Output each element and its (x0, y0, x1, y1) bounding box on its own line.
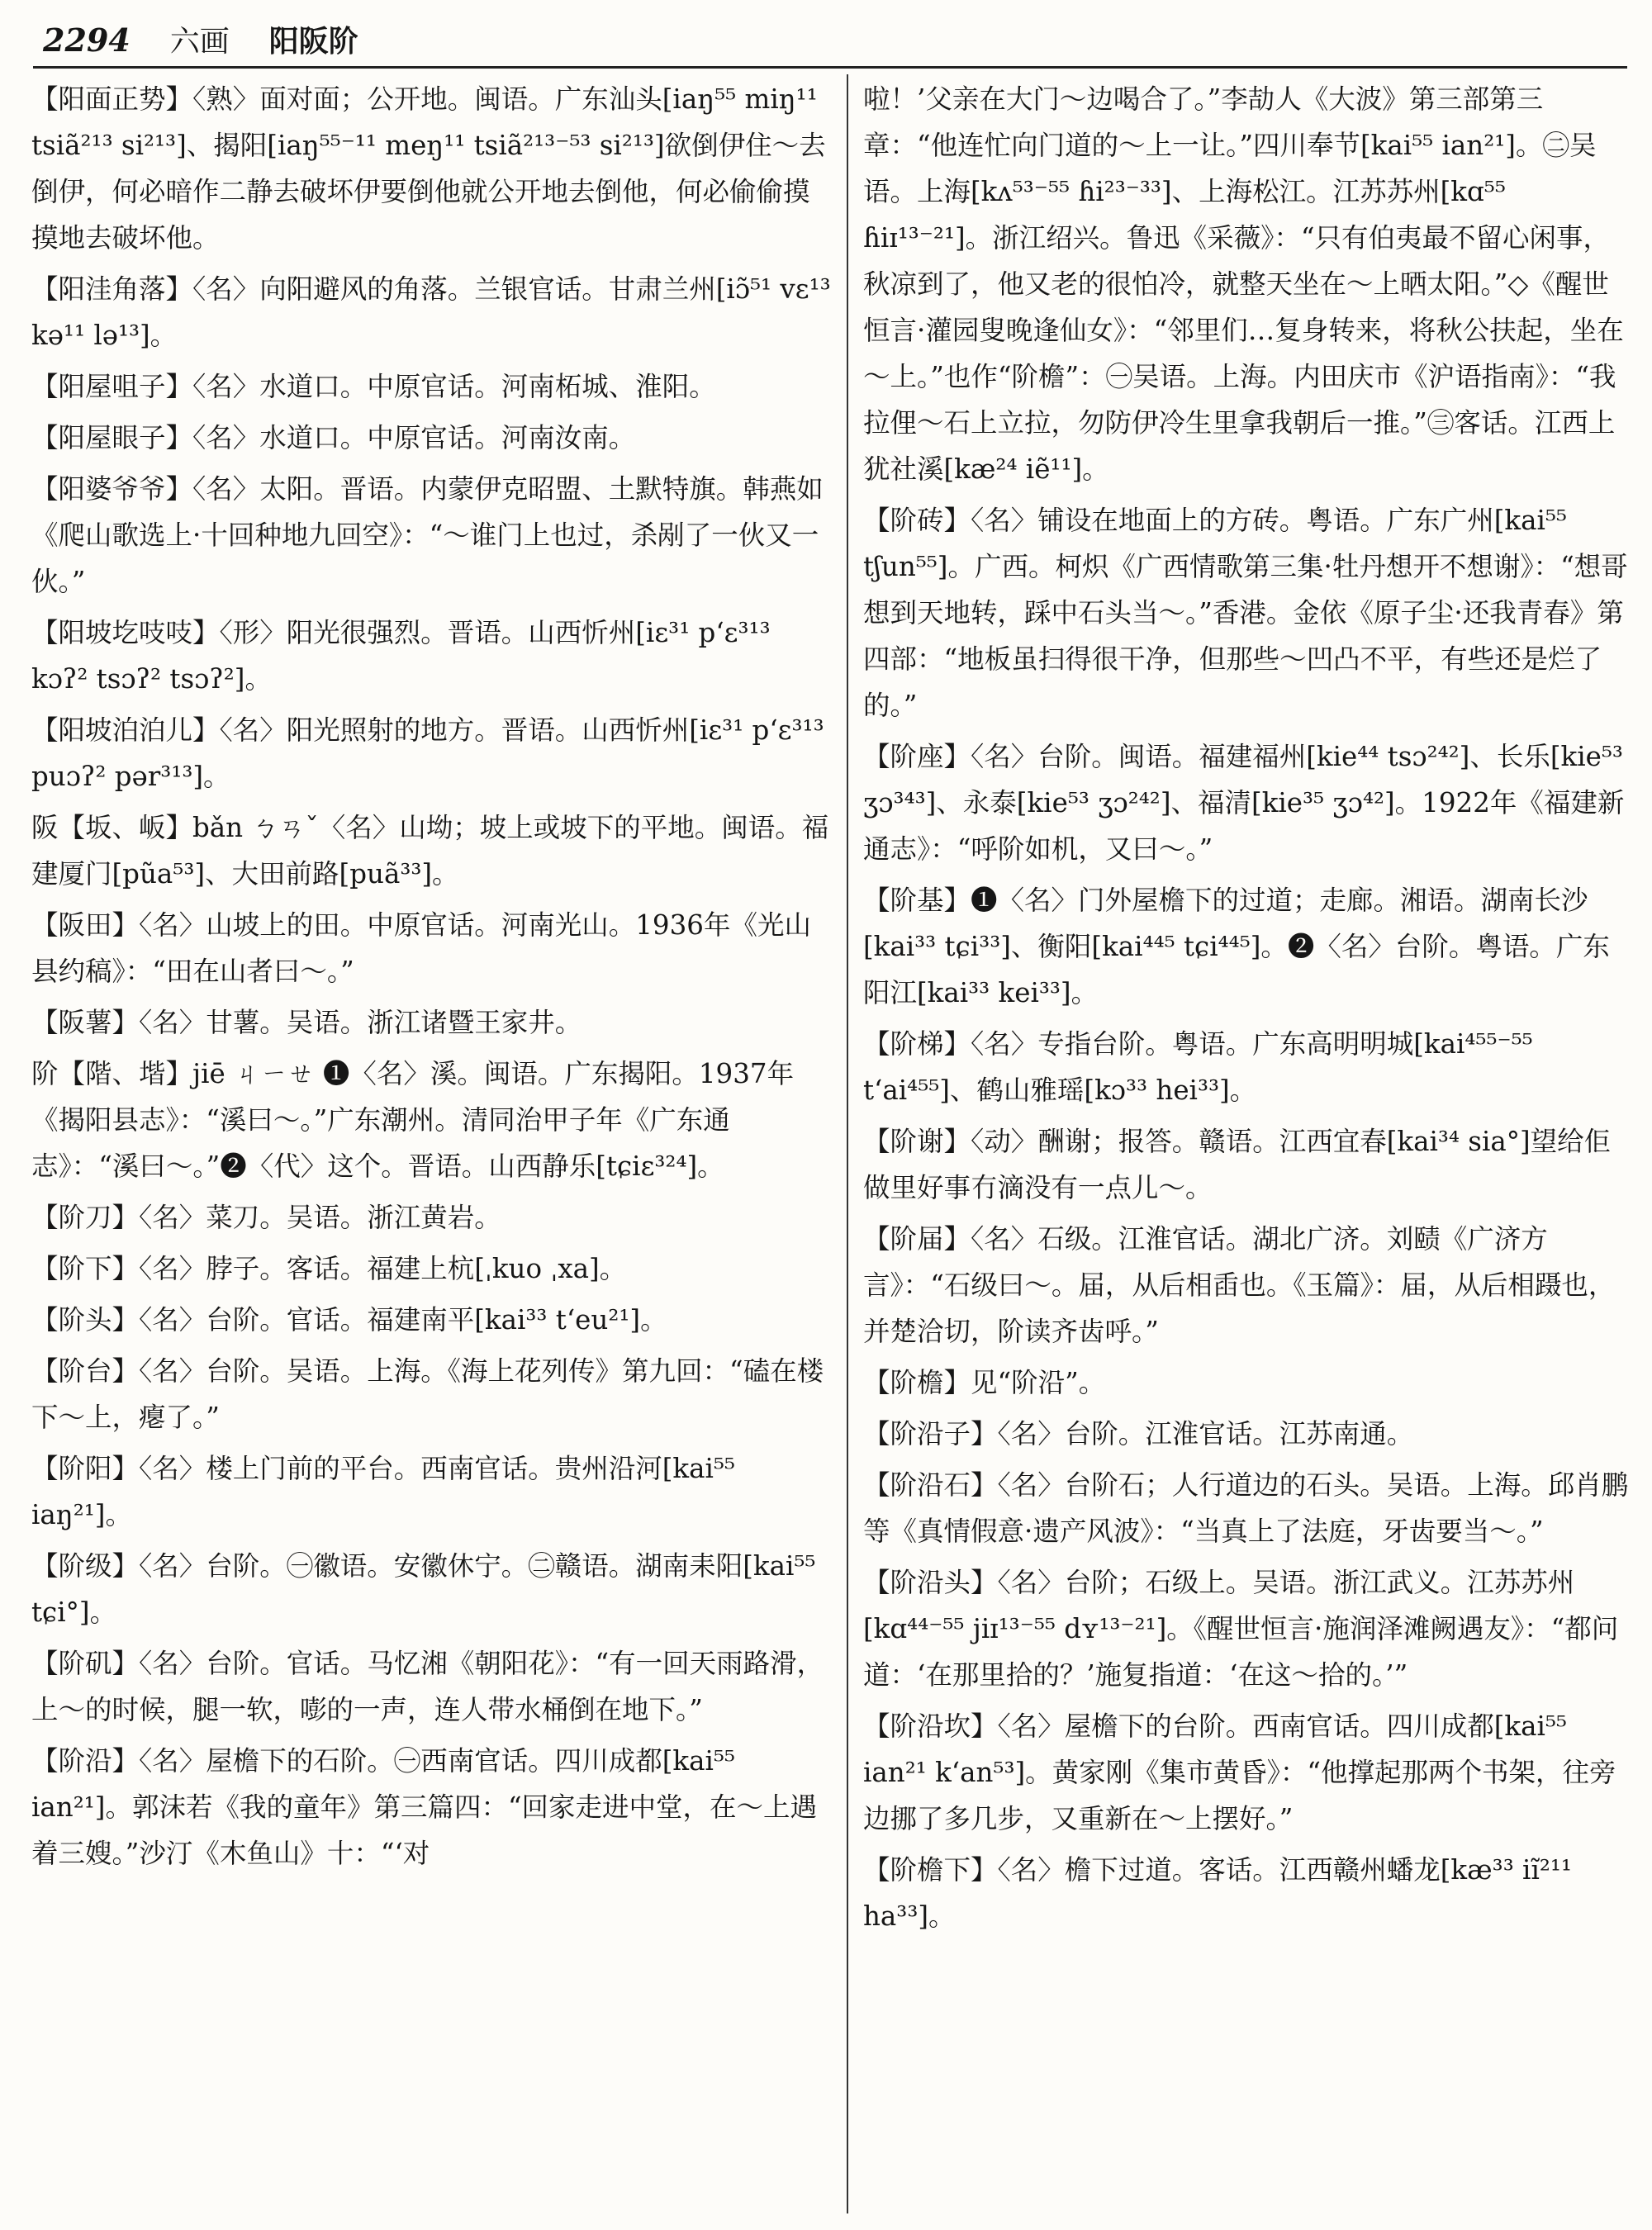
entry: 【阪田】〈名〉山坡上的田。中原官话。河南光山。1936年《光山县约稿》：“田在山者曰～。” (31, 909, 811, 987)
entry-headword-ban: 阪【坂、岅】bǎn ㄅㄢˇ〈名〉山坳；坡上或坡下的平地。闽语。福建厦门[pũa⁵³]、大田前路[puã³³]。 (31, 812, 829, 890)
entry: 【阶矶】〈名〉台阶。官话。马忆湘《朝阳花》：“有一回天雨路滑，上～的时候，腿一软，嘭的一声，连人带水桶倒在地下。” (31, 1648, 824, 1725)
entry: 【阶座】〈名〉台阶。闽语。福建福州[kie⁴⁴ tsɔ²⁴²]、长乐[kie⁵³ ʒɔ³⁴³]、永泰[kie⁵³ ʒɔ²⁴²]、福清[kie³⁵ ʒɔ⁴²]。1922年《福建新通志》：“呼阶如机，又曰～。” (863, 741, 1625, 865)
head-words: 阳阪阶 (268, 24, 358, 59)
entry: 【阶沿子】〈名〉台阶。江淮官话。江苏南通。 (863, 1418, 1414, 1450)
entry: 【阶下】〈名〉脖子。客话。福建上杭[ˌkuo ˌxa]。 (31, 1253, 627, 1284)
entry: 【阶头】〈名〉台阶。官话。福建南平[kai³³ t‘eu²¹]。 (31, 1304, 667, 1336)
entry: 【阳屋咀子】〈名〉水道口。中原官话。河南柘城、淮阳。 (31, 371, 716, 402)
page-header (43, 18, 1629, 68)
entry: 【阶沿坎】〈名〉屋檐下的台阶。西南官话。四川成都[kai⁵⁵ ian²¹ k‘an⁵³]。黄家刚《集市黄昏》：“他撑起那两个书架，往旁边挪了多几步，又重新在～上摆好。” (863, 1710, 1616, 1834)
column-divider (847, 74, 848, 2213)
entry: 【阶沿头】〈名〉台阶；石级上。吴语。浙江武义。江苏苏州[kɑ⁴⁴⁻⁵⁵ jiɪ¹³⁻⁵⁵ dʏ¹³⁻²¹]。《醒世恒言·施润泽滩阙遇友》：“都问道：‘在那里拾的？’施复指道：‘在这～拾的。’” (863, 1567, 1619, 1691)
entry-continued: 啦！’父亲在大门～边喝合了。”李劼人《大波》第三部第三章：“他连忙向门道的～上一让。”四川奉节[kai⁵⁵ ian²¹]。㊁吴语。上海[kʌ⁵³⁻⁵⁵ ɦi²³⁻³³]、上海松江。江苏苏州[kɑ⁵⁵ ɦiɪ¹³⁻²¹]。浙江绍兴。鲁迅《采薇》：“只有伯夷最不留心闲事，秋凉到了，他又老的很怕冷，就整天坐在～上晒太阳。”◇《醒世恒言·灌园叟晚逢仙女》：“邻里们…复身转来，将秋公扶起，坐在～上。”也作“阶檐”：㊀吴语。上海。内田庆市《沪语指南》：“我拉俚～石上立拉，勿防伊冷生里拿我朝后一推。”㊂客话。江西上犹社溪[kæ²⁴ iẽ¹¹]。 (863, 83, 1624, 485)
entry: 【阶刀】〈名〉菜刀。吴语。浙江黄岩。 (31, 1202, 501, 1233)
stroke-section: 六画 (169, 25, 230, 59)
entry: 【阶檐下】〈名〉檐下过道。客话。江西赣州蟠龙[kæ³³ iĩ²¹¹ ha³³]。 (863, 1854, 1572, 1932)
entry: 【阶届】〈名〉石级。江淮官话。湖北广济。刘赜《广济方言》：“石级曰～。届，从后相臿也。《玉篇》：届，从后相蹑也，并楚洽切，阶读齐齿呼。” (863, 1223, 1616, 1347)
entry: 【阳屋眼子】〈名〉水道口。中原官话。河南汝南。 (31, 422, 636, 453)
entry-headword-jie: 阶【階、堦】jiē ㄐㄧㄝ ❶〈名〉溪。闽语。广东揭阳。1937年《揭阳县志》：“溪曰～。”广东潮州。清同治甲子年《广东通志》：“溪曰～。”❷〈代〉这个。晋语。山西静乐[tɕiɛ³²⁴]。 (31, 1058, 795, 1182)
entry: 【阶檐】见“阶沿”。 (863, 1367, 1106, 1398)
entry: 【阶砖】〈名〉铺设在地面上的方砖。粤语。广东广州[kai⁵⁵ tʃun⁵⁵]。广西。柯炽《广西情歌第三集·牡丹想开不想谢》：“想哥想到天地转，踩中石头当～。”香港。金依《原子尘·还我青春》第四部：“地板虽扫得很干净，但那些～凹凸不平，有些还是烂了的。” (863, 505, 1628, 721)
header-rule (33, 66, 1627, 69)
page-number: 2294 (43, 21, 131, 59)
right-column (863, 76, 1635, 2215)
entry: 【阳婆爷爷】〈名〉太阳。晋语。内蒙伊克昭盟、土默特旗。韩燕如《爬山歌选上·十回种地九回空》：“～谁门上也过，杀剐了一伙又一伙。” (31, 473, 824, 597)
entry: 【阪薯】〈名〉甘薯。吴语。浙江诸暨王家井。 (31, 1007, 582, 1038)
entry: 【阶阳】〈名〉楼上门前的平台。西南官话。贵州沿河[kai⁵⁵ iaŋ²¹]。 (31, 1453, 735, 1530)
entry: 【阶级】〈名〉台阶。㊀徽语。安徽休宁。㊁赣语。湖南耒阳[kai⁵⁵ tɕi°]。 (31, 1550, 816, 1628)
entry: 【阳面正势】〈熟〉面对面；公开地。闽语。广东汕头[iaŋ⁵⁵ miŋ¹¹ tsiã²¹³ si²¹³]、揭阳[iaŋ⁵⁵⁻¹¹ meŋ¹¹ tsiã²¹³⁻⁵³ si²¹³]欲倒伊住～去倒伊，何必暗作二静去破坏伊要倒他就公开地去倒他，何必偷偷摸摸地去破坏他。 (31, 83, 826, 254)
entry: 【阶沿】〈名〉屋檐下的石阶。㊀西南官话。四川成都[kai⁵⁵ ian²¹]。郭沫若《我的童年》第三篇四：“回家走进中堂，在～上遇着三嫂。”沙汀《木鱼山》十：“‘对 (31, 1745, 818, 1869)
entry: 【阳坡泊泊儿】〈名〉阳光照射的地方。晋语。山西忻州[iɛ³¹ p‘ɛ³¹³ puɔʔ² pər³¹³]。 (31, 714, 824, 792)
entry: 【阶基】❶〈名〉门外屋檐下的过道；走廊。湘语。湖南长沙[kai³³ tɕi³³]、衡阳[kai⁴⁴⁵ tɕi⁴⁴⁵]。❷〈名〉台阶。粤语。广东阳江[kai³³ kei³³]。 (863, 885, 1610, 1008)
entry: 【阶谢】〈动〉酬谢；报答。赣语。江西宜春[kai³⁴ sia°]望给佢做里好事冇滴没有一点儿～。 (863, 1126, 1612, 1203)
entry: 【阶台】〈名〉台阶。吴语。上海。《海上花列传》第九回：“磕在楼下～上，瘪了。” (31, 1355, 824, 1433)
entry: 【阶梯】〈名〉专指台阶。粤语。广东高明明城[kai⁴⁵⁵⁻⁵⁵ t‘ai⁴⁵⁵]、鹤山雅瑶[kɔ³³ hei³³]。 (863, 1028, 1533, 1106)
entry: 【阶沿石】〈名〉台阶石；人行道边的石头。吴语。上海。邱肖鹏等《真情假意·遗产风波》：“当真上了法庭，牙齿要当～。” (863, 1469, 1629, 1547)
entry: 【阳洼角落】〈名〉向阳避风的角落。兰银官话。甘肃兰州[iɔ̃⁵¹ vɛ¹³ kə¹¹ lə¹³]。 (31, 273, 831, 351)
entry: 【阳坡圪吱吱】〈形〉阳光很强烈。晋语。山西忻州[iɛ³¹ p‘ɛ³¹³ kɔʔ² tsɔʔ² tsɔʔ²]。 (31, 617, 771, 695)
left-column (31, 76, 833, 2215)
